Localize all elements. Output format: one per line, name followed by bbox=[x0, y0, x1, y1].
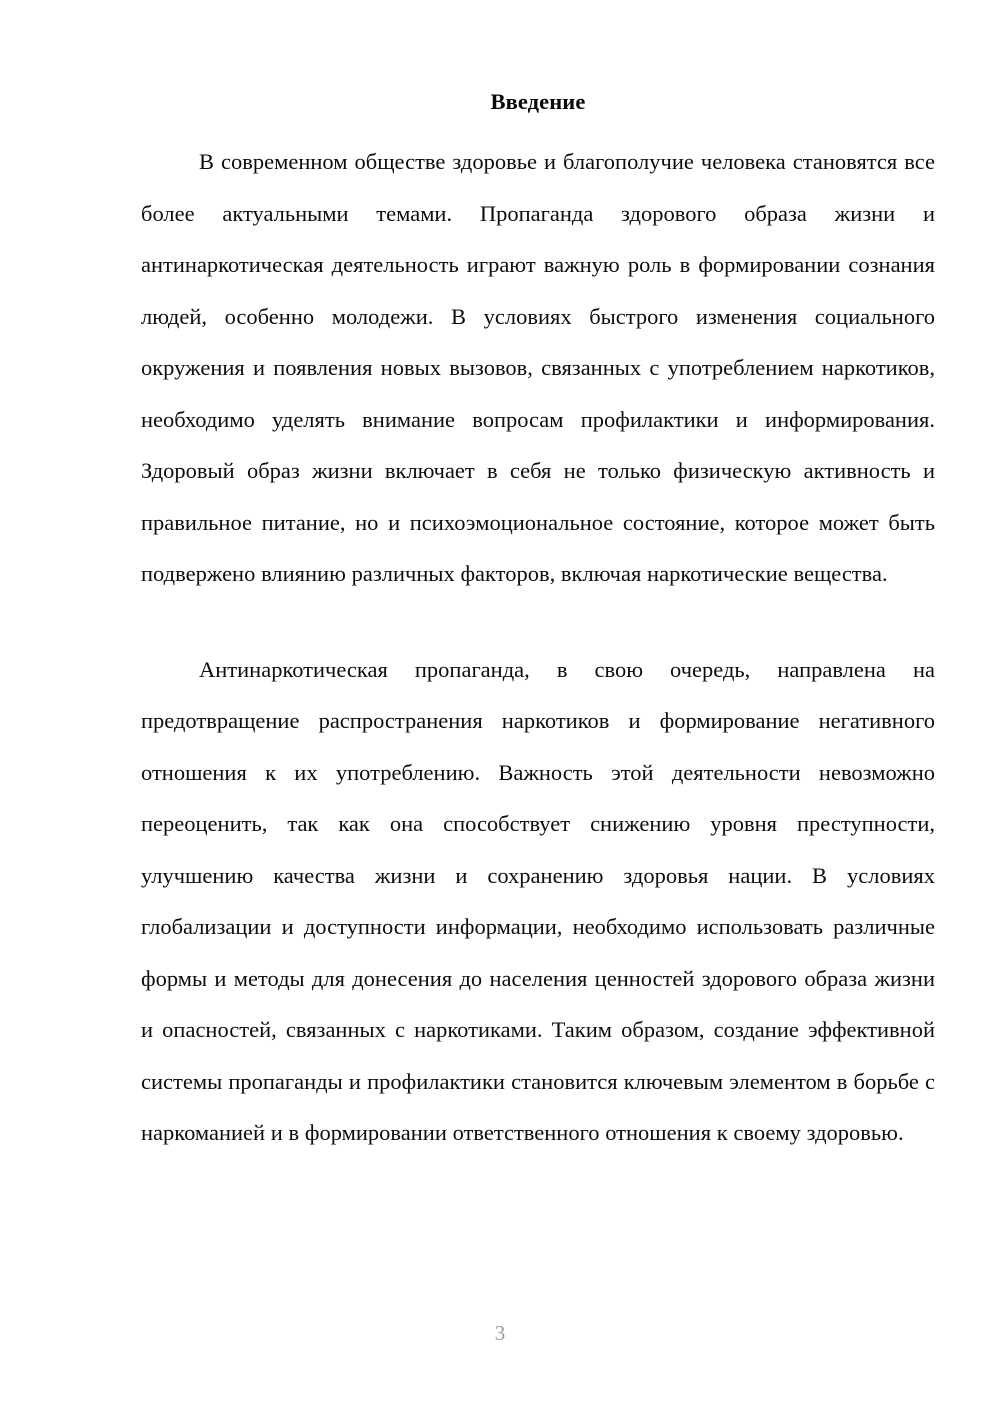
body-paragraph-2: Антинаркотическая пропаганда, в свою очередь, направлена на предотвращение распространения наркотиков и формирование негативного отношения к их употреблению. Важность этой деятельности невозможно переоценить, так как она способствует снижению уровня преступности, улучшению качества жизни и сохранению здоровья нации. В условиях глобализации и доступности информации, необходимо использовать различные формы и методы для донесения до населения ценностей здорового образа жизни и опасностей, связанных с наркотиками. Таким образом, создание эффективной системы пропаганды и профилактики становится ключевым элементом в борьбе с наркоманией и в формировании ответственного отношения к своему здоровью. bbox=[141, 656, 935, 1146]
page-title: Введение bbox=[490, 89, 586, 114]
body-paragraph-1: В современном обществе здоровье и благополучие человека становятся все более актуальными темами. Пропаганда здорового образа жизни и антинаркотическая деятельность играют важную роль в формировании сознания людей, особенно молодежи. В условиях быстрого изменения социального окружения и появления новых вызовов, связанных с употреблением наркотиков, необходимо уделять внимание вопросам профилактики и информирования. Здоровый образ жизни включает в себя не только физическую активность и правильное питание, но и психоэмоциональное состояние, которое может быть подвержено влиянию различных факторов, включая наркотические вещества. bbox=[141, 149, 935, 587]
page-content bbox=[141, 88, 935, 1159]
page-number: 3 bbox=[494, 1321, 506, 1345]
